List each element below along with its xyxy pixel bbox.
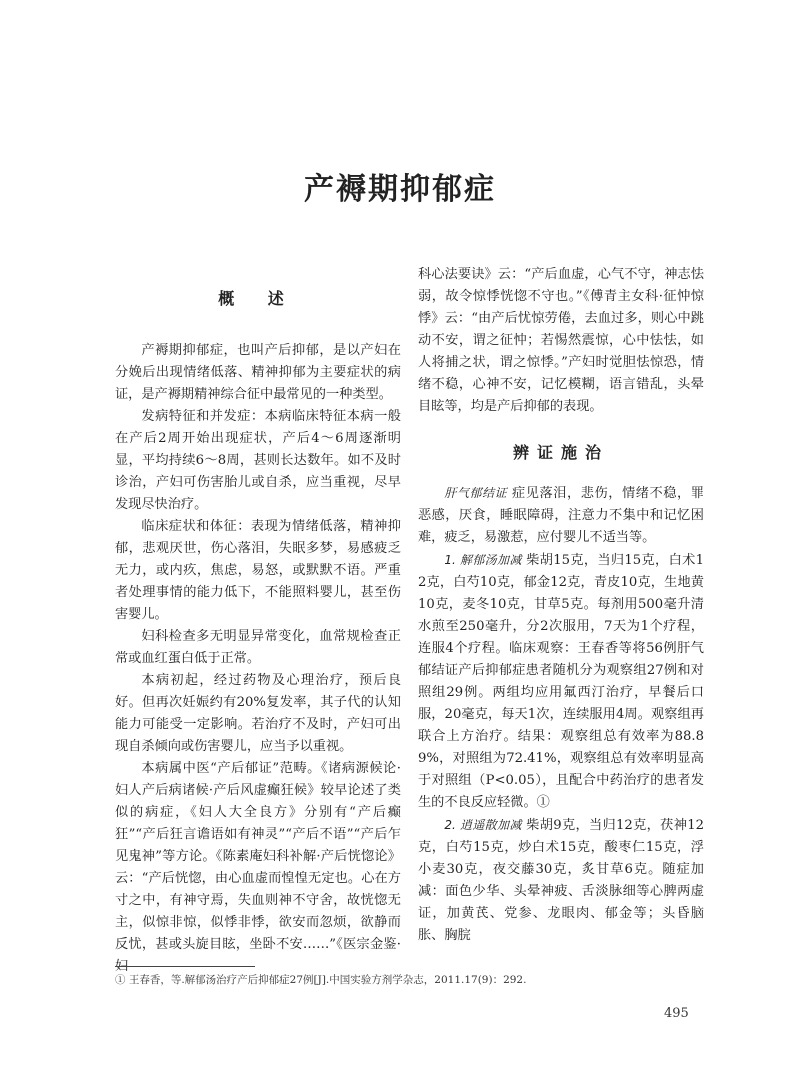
formula-text: 柴胡15克，当归15克，白术12克，白芍10克，郁金12克，青皮10克，生地黄10克，麦冬10克，甘草5克。每剂用500毫升清水煎至250毫升，分2次服用，7天为1个疗程，连服4个疗程。临床观察：王春香等将56例肝气郁结证产后抑郁症患者随机分为观察组27例和对照组29例。两组均应用氟西汀治疗，早餐后口服，20毫克，每天1次，连续服用4周。观察组再联合上方治疗。结果：观察组总有效率为88.89%，对照组为72.41%，观察组总有效率明显高于对照组（P<0.05），且配合中药治疗的患者发生的不良反应轻微。① — [418, 553, 704, 810]
pattern-text: 症见落泪，悲伤，情绪不稳，罪恶感，厌食，睡眠障碍，注意力不集中和记忆困难，疲乏，易激惹，应付婴儿不适当等。 — [418, 486, 704, 545]
formula-paragraph — [418, 814, 704, 947]
page-title: 产褥期抑郁症 — [304, 172, 496, 207]
pattern-lead: 肝气郁结证 — [444, 486, 508, 500]
paragraph: 产褥期抑郁症，也叫产后抑郁，是以产妇在分娩后出现情绪低落、精神抑郁为主要症状的病证，是产褥期精神综合征中最常见的一种类型。 — [115, 343, 401, 402]
paragraph-continuation: 科心法要诀》云：“产后血虚，心气不守，神志怯弱，故令惊悸恍惚不守也。”《傅青主女科·征忡惊悸》云：“由产后忧惊劳倦，去血过多，则心中跳动不安，谓之征忡；若惕然震惊，心中怯怯，如人将捕之状，谓之惊悸。”产妇时觉胆怯惊恐，情绪不稳，心神不安，记忆模糊，语言错乱，头晕目眩等，均是产后抑郁的表现。 — [418, 267, 704, 414]
section-heading-treatment: 辨证施治 — [512, 443, 609, 462]
pattern-paragraph — [418, 482, 704, 549]
formula-paragraph — [418, 549, 704, 814]
formula-lead: 1. 解郁汤加减 — [444, 553, 522, 567]
paragraph: 发病特征和并发症：本病临床特征本病一般在产后2周开始出现症状，产后4～6周逐渐明显，平均持续6～8周，甚则长达数年。如不及时诊治，产妇可伤害胎儿或自杀，应当重视，尽早发现尽快治疗。 — [115, 409, 401, 512]
paragraph: 本病初起，经过药物及心理治疗，预后良好。但再次妊娠约有20%复发率，其子代的认知能力可能受一定影响。若治疗不及时，产妇可出现自杀倾向或伤害婴儿，应当予以重视。 — [115, 673, 401, 754]
right-column — [418, 264, 704, 947]
formula-lead: 2. 逍遥散加减 — [444, 818, 522, 832]
page-number: 495 — [664, 1006, 689, 1021]
paragraph: 临床症状和体征：表现为情绪低落，精神抑郁，悲观厌世，伤心落泪，失眠多梦，易感疲乏无力，或内疚，焦虑，易怒，或默默不语。严重者处理事情的能力低下，不能照料婴儿，甚至伤害婴儿。 — [115, 519, 401, 622]
paragraph: 本病属中医“产后郁证”范畴。《诸病源候论·妇人产后病诸候·产后风虚癫狂候》较早论述了类似的病症，《妇人大全良方》分别有“产后癫狂”“产后狂言谵语如有神灵”“产后不语”“产后乍见鬼神”等方论。《陈素庵妇科补解·产后恍惚论》云：“产后恍惚，由心血虚而惶惶无定也。心在方寸之中，有神守焉，失血则神不守舍，故恍惚无主，似惊非惊，似悸非悸，欲安而忽烦，欲静而反忧，甚或头旋目眩，坐卧不安……”《医宗金鉴·妇 — [115, 761, 401, 974]
footnote: ① 王春香，等.解郁汤治疗产后抑郁症27例[J].中国实验方剂学杂志，2011.17(9)：292. — [115, 974, 527, 986]
formula-text: 柴胡9克，当归12克，茯神12克，白芍15克，炒白术15克，酸枣仁15克，浮小麦30克，夜交藤30克，炙甘草6克。随症加减：面色少华、头晕神疲、舌淡脉细等心脾两虚证，加黄芪、党参、龙眼肉、郁金等；头昏脑胀、胸脘 — [418, 818, 704, 943]
left-column — [115, 286, 401, 978]
section-heading-overview: 概 述 — [218, 289, 298, 308]
footnote-divider — [115, 966, 255, 967]
paragraph: 妇科检查多无明显异常变化，血常规检查正常或血红蛋白低于正常。 — [115, 629, 401, 666]
